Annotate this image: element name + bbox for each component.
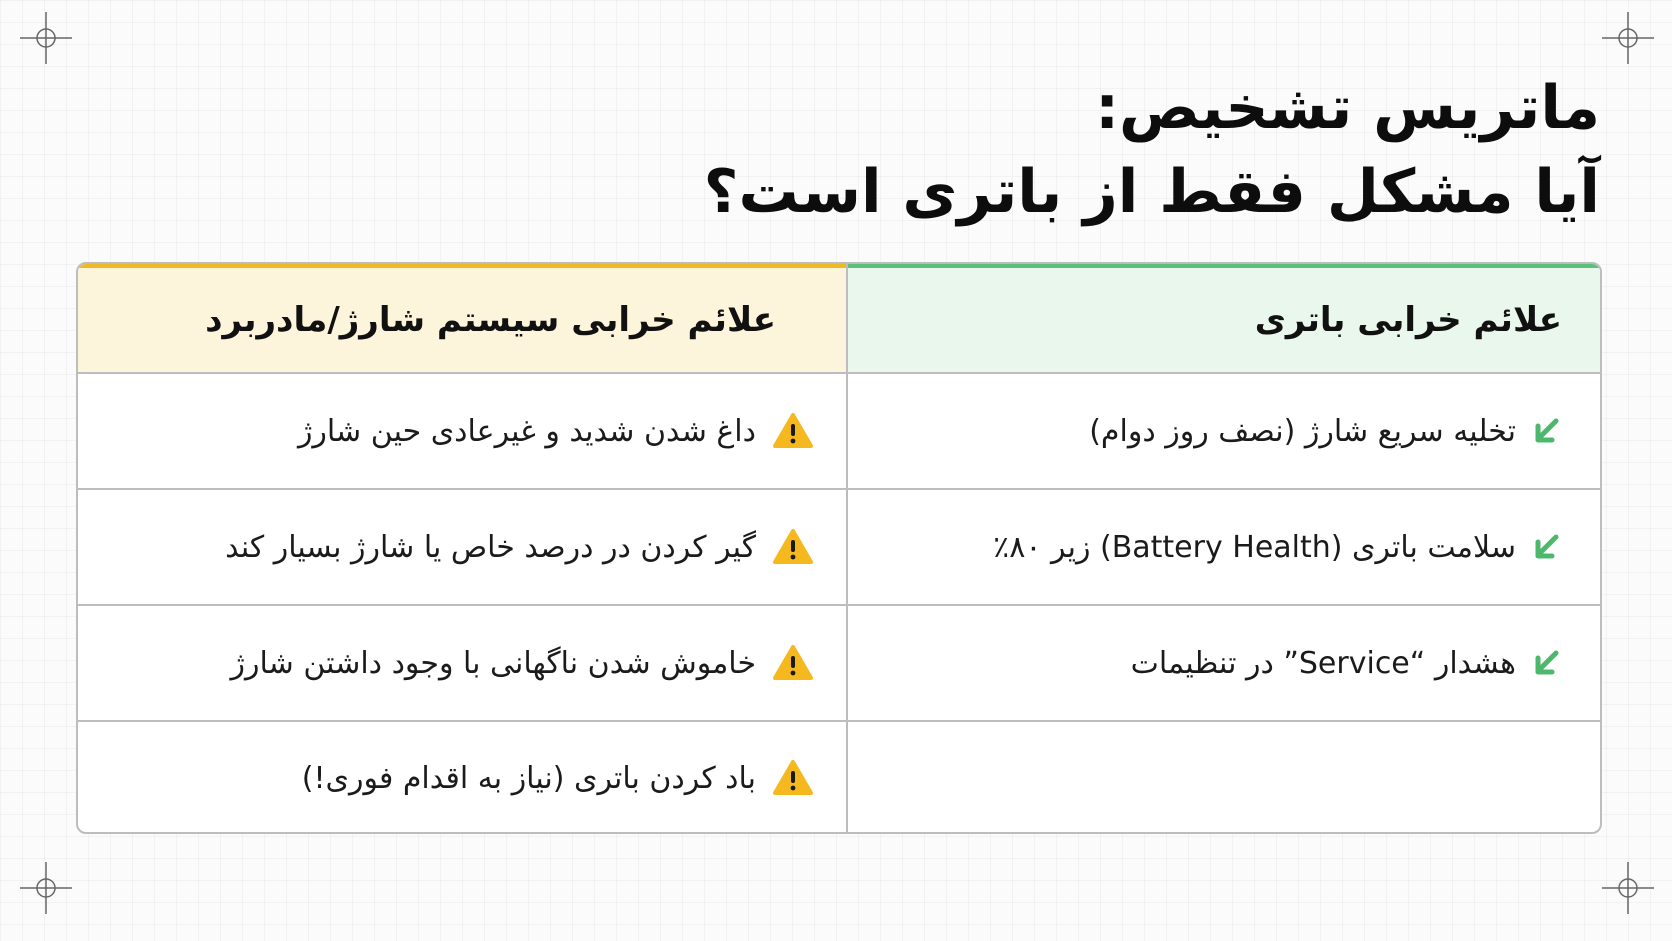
system-symptom-row (78, 490, 846, 606)
system-symptoms-column (78, 264, 848, 832)
crop-mark-bottom-left-icon (20, 862, 72, 914)
crop-mark-bottom-right-icon (1602, 862, 1654, 914)
system-symptom-row (78, 374, 846, 490)
diagnosis-matrix (76, 262, 1602, 834)
battery-symptom-row (848, 490, 1600, 606)
battery-symptom-text: هشدار “Service” در تنظیمات (1130, 645, 1516, 681)
battery-symptom-text: تخلیه سریع شارژ (نصف روز دوام) (1089, 413, 1516, 449)
system-symptom-text: داغ شدن شدید و غیرعادی حین شارژ (297, 413, 756, 449)
battery-column-header: علائم خرابی باتری (848, 264, 1600, 374)
system-symptom-text: باد کردن باتری (نیاز به اقدام فوری!) (301, 760, 756, 796)
battery-empty-row (848, 722, 1600, 834)
system-symptom-text: خاموش شدن ناگهانی با وجود داشتن شارژ (230, 645, 756, 681)
title-line-1: ماتریس تشخیص: (1095, 73, 1600, 143)
warning-icon (772, 528, 814, 566)
battery-symptom-row (848, 606, 1600, 722)
system-symptom-row (78, 606, 846, 722)
warning-icon (772, 412, 814, 450)
check-arrow-icon (1532, 532, 1562, 562)
crop-mark-top-right-icon (1602, 12, 1654, 64)
check-arrow-icon (1532, 648, 1562, 678)
crop-mark-top-left-icon (20, 12, 72, 64)
check-arrow-icon (1532, 416, 1562, 446)
battery-symptom-text: سلامت باتری (Battery Health) زیر ۸۰٪ (993, 529, 1516, 565)
system-symptom-row (78, 722, 846, 834)
system-column-header: علائم خرابی سیستم شارژ/مادربرد (78, 264, 846, 374)
title-line-2: آیا مشکل فقط از باتری است؟ (703, 157, 1600, 227)
battery-symptoms-column (848, 264, 1600, 832)
system-symptom-text: گیر کردن در درصد خاص یا شارژ بسیار کند (225, 529, 756, 565)
page-title (500, 66, 1600, 234)
warning-icon (772, 644, 814, 682)
warning-icon (772, 759, 814, 797)
battery-symptom-row (848, 374, 1600, 490)
